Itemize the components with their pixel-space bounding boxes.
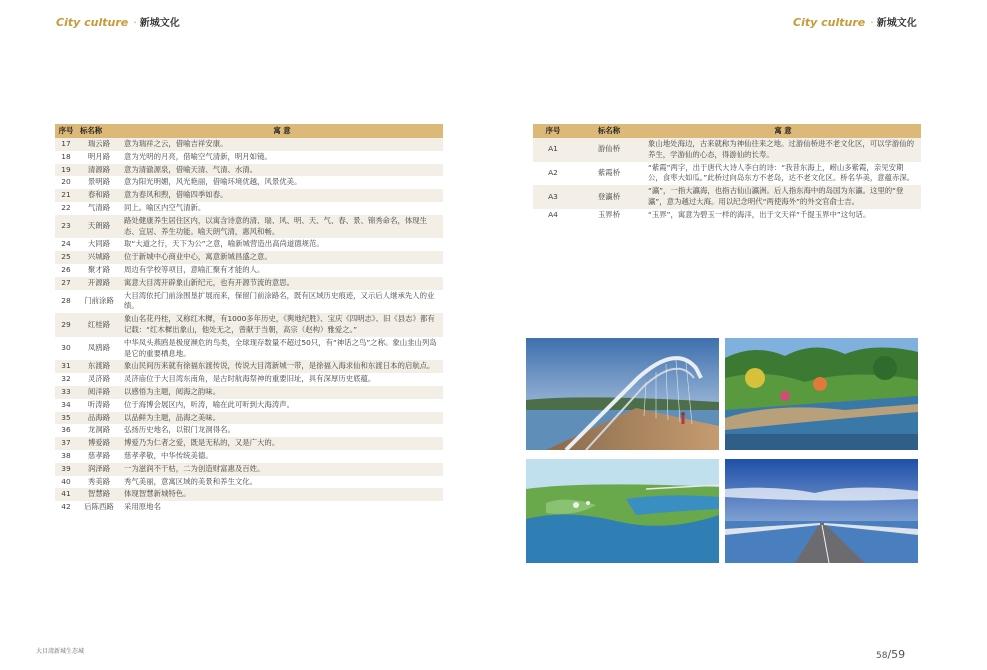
row-number: 31 [55, 360, 77, 373]
bridge-col-name-header: 标名称 [573, 124, 645, 138]
row-number: A1 [533, 138, 573, 162]
row-meaning: “瀛”，一指大瀛海，也指古仙山瀛洲。后人指东海中的岛国为东瀛。这里的“登瀛”，意为越过大海。用以纪念明代“两使海外”的外交官俞士吉。 [645, 185, 921, 209]
row-meaning: 象山地处海边，古来就称为神仙往来之地。过游仙桥进不老文化区，可以学游仙的养生，学游仙的心态，得游仙的长寿。 [645, 138, 921, 162]
row-meaning: 意为春风和煦，借喻四季如春。 [121, 189, 443, 202]
row-name: 润泽路 [77, 463, 121, 476]
road-row [55, 313, 443, 337]
row-number: 26 [55, 264, 77, 277]
row-meaning: 采用原地名 [121, 501, 443, 514]
row-meaning: 意为阳光明媚，风光艳丽，借喻环境优越，风景优美。 [121, 176, 443, 189]
row-name: 龙洞路 [77, 424, 121, 437]
row-number: 32 [55, 373, 77, 386]
row-meaning: 意为光明的月亮，借喻空气清新，明月如镜。 [121, 151, 443, 164]
row-meaning: 同上。喻区内空气清新。 [121, 202, 443, 215]
row-meaning: 以品鲜为主题，品海之美味。 [121, 412, 443, 425]
header-right-en: City culture [793, 16, 866, 29]
row-meaning: 意为清澈源泉，借喻天清、气清、水清。 [121, 164, 443, 177]
row-name: 门前涂路 [77, 290, 121, 314]
row-name: 品海路 [77, 412, 121, 425]
row-meaning: 象山名花丹桂，又称红木樨，有1000多年历史，《舆地纪胜》、宝庆《四明志》、旧《县志》都有记载：“红木樨出象山，他处无之，曾献于当朝，高宗（赵构）雅爱之。” [121, 313, 443, 337]
row-number: A2 [533, 162, 573, 186]
road-row [55, 277, 443, 290]
row-meaning: 中华凤头燕鸥是极度濒危的鸟类，全球现存数量不超过50只，有“神话之鸟”之称。象山韭山列岛是它的重要栖息地。 [121, 337, 443, 361]
row-number: 19 [55, 164, 77, 177]
bridge-row [533, 162, 921, 186]
row-meaning: 博爱乃为仁者之爱，既是无私的，又是广大的。 [121, 437, 443, 450]
road-row [55, 412, 443, 425]
row-meaning: “紫霞”两字，出于唐代大诗人李白的诗：“我昔东海上，崂山多紫霞，亲见安期公，食枣大如瓜。”此桥过向岛东方不老岛，达不老文化区。桥名华美，意蕴赤深。 [645, 162, 921, 186]
row-meaning: 取“大道之行，天下为公”之意，喻新城营造出高尚道德规范。 [121, 238, 443, 251]
row-number: 21 [55, 189, 77, 202]
riverside-park-photo [725, 338, 918, 450]
page-current: 58 [876, 651, 888, 661]
row-name: 智慧路 [77, 488, 121, 501]
bridge-col-no-header: 序号 [533, 124, 573, 138]
row-name: 听涛路 [77, 399, 121, 412]
row-number: 29 [55, 313, 77, 337]
row-name: 红桂路 [77, 313, 121, 337]
row-number: 30 [55, 337, 77, 361]
row-number: 39 [55, 463, 77, 476]
bridge-name-table [533, 124, 921, 222]
row-number: A3 [533, 185, 573, 209]
arch-bridge-photo [526, 338, 719, 450]
row-meaning: 弘扬历史地名，以银门龙洞得名。 [121, 424, 443, 437]
road-row [55, 238, 443, 251]
row-name: 兴城路 [77, 251, 121, 264]
row-name: 春和路 [77, 189, 121, 202]
row-number: 23 [55, 215, 77, 239]
row-name: 阅洋路 [77, 386, 121, 399]
page-separator: / [887, 648, 892, 661]
row-name: 紫霞桥 [573, 162, 645, 186]
page-number [876, 648, 905, 661]
road-row [55, 264, 443, 277]
coastal-road-photo [725, 459, 918, 563]
row-meaning: “玉界”，寓意为碧玉一样的海洋，出于文天祥“千提玉界中”这句话。 [645, 209, 921, 222]
header-left-cn: 新城文化 [139, 18, 180, 29]
road-row [55, 437, 443, 450]
row-meaning: 位于海博会展区内，听涛，喻在此可听到大海涛声。 [121, 399, 443, 412]
road-row [55, 488, 443, 501]
road-row [55, 373, 443, 386]
row-meaning: 象山民间历来就有徐福东渡传说，传说大目湾新城一带，是徐福入海求仙和东渡日本的启航点。 [121, 360, 443, 373]
road-row [55, 399, 443, 412]
road-row [55, 501, 443, 514]
row-number: 40 [55, 476, 77, 489]
row-meaning: 周边有学校等项目，意喻汇聚有才能的人。 [121, 264, 443, 277]
bridge-row [533, 209, 921, 222]
row-meaning: 秀气美丽，意寓区域的美景和养生文化。 [121, 476, 443, 489]
row-number: 24 [55, 238, 77, 251]
header-right [793, 14, 917, 29]
row-meaning: 路处健康养生居住区内，以寓含诗意的清、瑞、风、明、天、气、春、景、锦秀命名，体现生态、宜居、养生功能。喻天朗气清，惠风和畅。 [121, 215, 443, 239]
row-number: 20 [55, 176, 77, 189]
row-name: 秀美路 [77, 476, 121, 489]
page-next: 59 [891, 648, 906, 661]
bridge-row [533, 138, 921, 162]
col-meaning-header: 寓 意 [121, 124, 443, 138]
row-meaning: 位于新城中心商业中心，寓意新城昌盛之意。 [121, 251, 443, 264]
row-meaning: 灵济庙位于大目湾东南角，是古时航海祭神的重要旧址，具有深厚历史底蕴。 [121, 373, 443, 386]
bridge-row [533, 185, 921, 209]
row-number: 27 [55, 277, 77, 290]
row-meaning: 大目湾依托门前涂围垦扩展而来，保留门前涂路名，既有区域历史痕迹，又示后人继承先人的业绩。 [121, 290, 443, 314]
road-row [55, 164, 443, 177]
row-number: 41 [55, 488, 77, 501]
footer-project-name: 大目湾新城生态城 [36, 648, 85, 655]
header-left-sep: · [133, 16, 137, 29]
row-name: 瑞云路 [77, 138, 121, 151]
road-row [55, 215, 443, 239]
header-left-en: City culture [56, 16, 129, 29]
row-number: 35 [55, 412, 77, 425]
row-name: 登瀛桥 [573, 185, 645, 209]
row-name: 慈孝路 [77, 450, 121, 463]
road-row [55, 337, 443, 361]
road-row [55, 450, 443, 463]
row-number: 22 [55, 202, 77, 215]
row-name: 玉界桥 [573, 209, 645, 222]
row-name: 后陈西路 [77, 501, 121, 514]
row-name: 景明路 [77, 176, 121, 189]
bridge-table-header [533, 124, 921, 138]
row-number: 28 [55, 290, 77, 314]
row-meaning: 慈孝孝敬，中华传统美德。 [121, 450, 443, 463]
road-row [55, 463, 443, 476]
road-row [55, 138, 443, 151]
row-number: 34 [55, 399, 77, 412]
row-number: 25 [55, 251, 77, 264]
header-right-sep: · [870, 16, 874, 29]
row-name: 灵济路 [77, 373, 121, 386]
header-right-cn: 新城文化 [876, 18, 917, 29]
row-name: 明月路 [77, 151, 121, 164]
road-row [55, 189, 443, 202]
row-name: 气清路 [77, 202, 121, 215]
row-meaning: 一为滋润不干枯，二为创造财富惠及百姓。 [121, 463, 443, 476]
header-left [56, 14, 180, 29]
road-row [55, 424, 443, 437]
road-row [55, 202, 443, 215]
row-name: 凤鸥路 [77, 337, 121, 361]
row-number: 18 [55, 151, 77, 164]
road-row [55, 290, 443, 314]
row-name: 清源路 [77, 164, 121, 177]
row-name: 聚才路 [77, 264, 121, 277]
row-number: 42 [55, 501, 77, 514]
row-name: 大同路 [77, 238, 121, 251]
road-row [55, 151, 443, 164]
col-name-header: 标名称 [77, 124, 121, 138]
road-row [55, 360, 443, 373]
aerial-lake-photo [526, 459, 719, 563]
row-number: 36 [55, 424, 77, 437]
col-no-header: 序号 [55, 124, 77, 138]
road-row [55, 251, 443, 264]
road-name-table [55, 124, 443, 514]
road-row [55, 476, 443, 489]
row-meaning: 体现智慧新城特色。 [121, 488, 443, 501]
row-number: A4 [533, 209, 573, 222]
row-name: 东渡路 [77, 360, 121, 373]
row-number: 17 [55, 138, 77, 151]
road-row [55, 386, 443, 399]
row-name: 博爱路 [77, 437, 121, 450]
row-name: 天朗路 [77, 215, 121, 239]
road-table-header [55, 124, 443, 138]
row-name: 游仙桥 [573, 138, 645, 162]
row-number: 38 [55, 450, 77, 463]
row-number: 37 [55, 437, 77, 450]
row-meaning: 意为瑞祥之云，借喻吉祥安康。 [121, 138, 443, 151]
row-meaning: 寓意大目湾开辟象山新纪元，也有开源节流的意思。 [121, 277, 443, 290]
row-name: 开源路 [77, 277, 121, 290]
bridge-col-meaning-header: 寓 意 [645, 124, 921, 138]
row-meaning: 以感悟为主题，阅海之韵味。 [121, 386, 443, 399]
row-number: 33 [55, 386, 77, 399]
road-row [55, 176, 443, 189]
